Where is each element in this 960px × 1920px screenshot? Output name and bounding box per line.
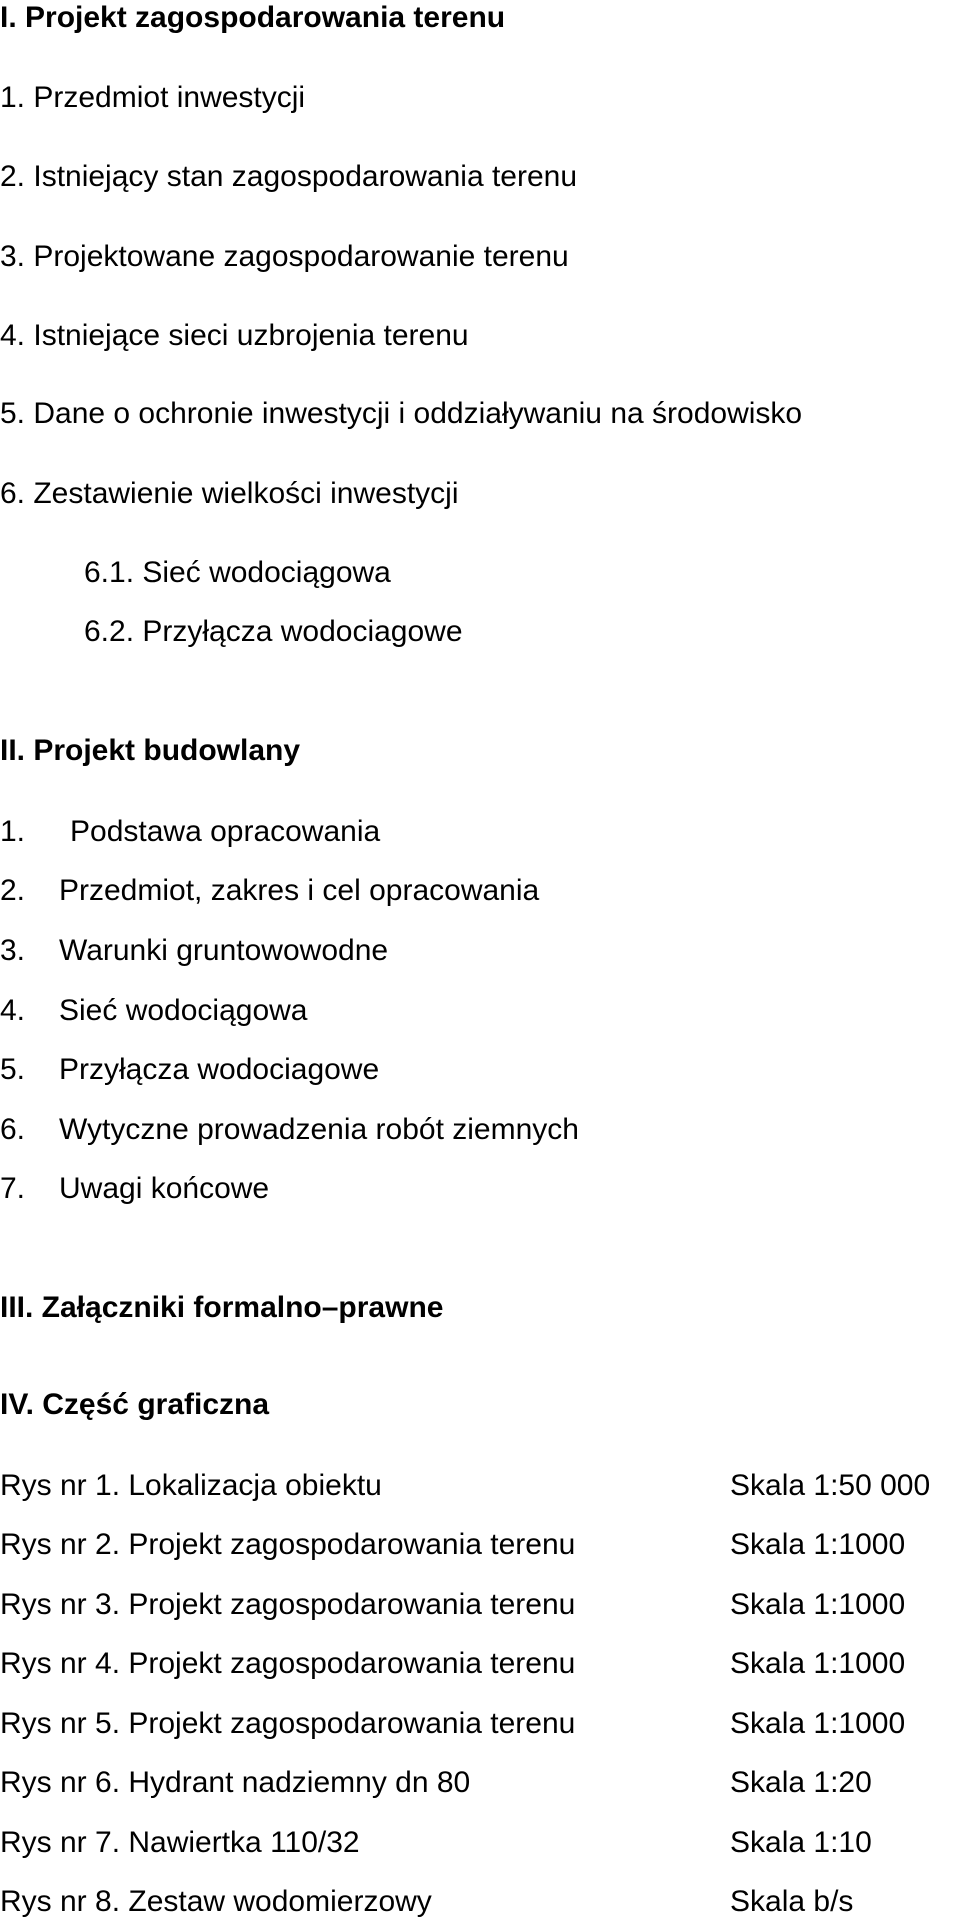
section-2-item-text: Podstawa opracowania	[70, 815, 381, 848]
drawing-label: Rys nr 5. Projekt zagospodarowania terenu	[0, 1707, 576, 1740]
drawing-row-8	[0, 1884, 960, 1920]
drawing-label: Rys nr 3. Projekt zagospodarowania terenu	[0, 1588, 576, 1621]
drawing-scale: Skala 1:1000	[730, 1588, 906, 1621]
section-2-item-number: 2.	[0, 874, 26, 907]
drawing-label: Rys nr 2. Projekt zagospodarowania terenu	[0, 1528, 576, 1561]
drawing-scale: Skala 1:1000	[730, 1707, 906, 1740]
section-1-item-3: 3. Projektowane zagospodarowanie terenu	[0, 240, 569, 273]
section-3-heading: III. Załączniki formalno–prawne	[0, 1291, 444, 1324]
drawing-row-2	[0, 1527, 960, 1563]
drawing-label: Rys nr 1. Lokalizacja obiektu	[0, 1469, 382, 1502]
section-2-item-number: 6.	[0, 1113, 26, 1146]
section-2-item-3	[0, 933, 388, 969]
section-2-item-text: Sieć wodociągowa	[59, 994, 308, 1027]
section-1-item-6: 6. Zestawienie wielkości inwestycji	[0, 477, 459, 510]
drawing-row-4	[0, 1646, 960, 1682]
section-1-subitem-1: 6.1. Sieć wodociągowa	[84, 556, 391, 589]
drawing-scale: Skala b/s	[730, 1885, 854, 1918]
drawing-label: Rys nr 7. Nawiertka 110/32	[0, 1826, 360, 1859]
section-2-item-number: 3.	[0, 934, 26, 967]
section-2-item-text: Przyłącza wodociagowe	[59, 1053, 380, 1086]
section-2-item-5	[0, 1052, 379, 1088]
section-2-item-1	[0, 814, 380, 850]
section-1-item-5: 5. Dane o ochronie inwestycji i oddziaływaniu na środowisko	[0, 397, 803, 430]
section-2-item-text: Warunki gruntowowodne	[59, 934, 389, 967]
section-2-item-number: 4.	[0, 994, 26, 1027]
section-2-item-number: 5.	[0, 1053, 26, 1086]
section-2-item-text: Uwagi końcowe	[59, 1172, 270, 1205]
drawing-row-7	[0, 1825, 960, 1861]
drawing-row-6	[0, 1765, 960, 1801]
section-2-item-number: 1.	[0, 815, 26, 848]
section-2-heading: II. Projekt budowlany	[0, 734, 301, 767]
drawing-row-5	[0, 1706, 960, 1742]
drawing-label: Rys nr 6. Hydrant nadziemny dn 80	[0, 1766, 471, 1799]
section-2-item-7	[0, 1171, 269, 1207]
drawing-row-3	[0, 1587, 960, 1623]
section-4-heading: IV. Część graficzna	[0, 1388, 270, 1421]
drawing-row-1	[0, 1468, 960, 1504]
drawing-scale: Skala 1:10	[730, 1826, 872, 1859]
drawing-label: Rys nr 4. Projekt zagospodarowania terenu	[0, 1647, 576, 1680]
section-1-heading: I. Projekt zagospodarowania terenu	[0, 1, 506, 34]
section-1-subitem-2: 6.2. Przyłącza wodociagowe	[84, 615, 463, 648]
drawing-label: Rys nr 8. Zestaw wodomierzowy	[0, 1885, 432, 1918]
section-2-item-text: Przedmiot, zakres i cel opracowania	[59, 874, 540, 907]
section-2-item-6	[0, 1112, 579, 1148]
drawing-scale: Skala 1:1000	[730, 1528, 906, 1561]
drawing-scale: Skala 1:50 000	[730, 1469, 931, 1502]
section-2-item-number: 7.	[0, 1172, 26, 1205]
section-2-item-2	[0, 873, 539, 909]
drawing-scale: Skala 1:1000	[730, 1647, 906, 1680]
section-2-item-text: Wytyczne prowadzenia robót ziemnych	[59, 1113, 579, 1146]
section-1-item-1: 1. Przedmiot inwestycji	[0, 81, 306, 114]
section-2-item-4	[0, 993, 307, 1029]
section-1-item-4: 4. Istniejące sieci uzbrojenia terenu	[0, 319, 469, 352]
section-1-item-2: 2. Istniejący stan zagospodarowania terenu	[0, 160, 578, 193]
drawing-scale: Skala 1:20	[730, 1766, 872, 1799]
